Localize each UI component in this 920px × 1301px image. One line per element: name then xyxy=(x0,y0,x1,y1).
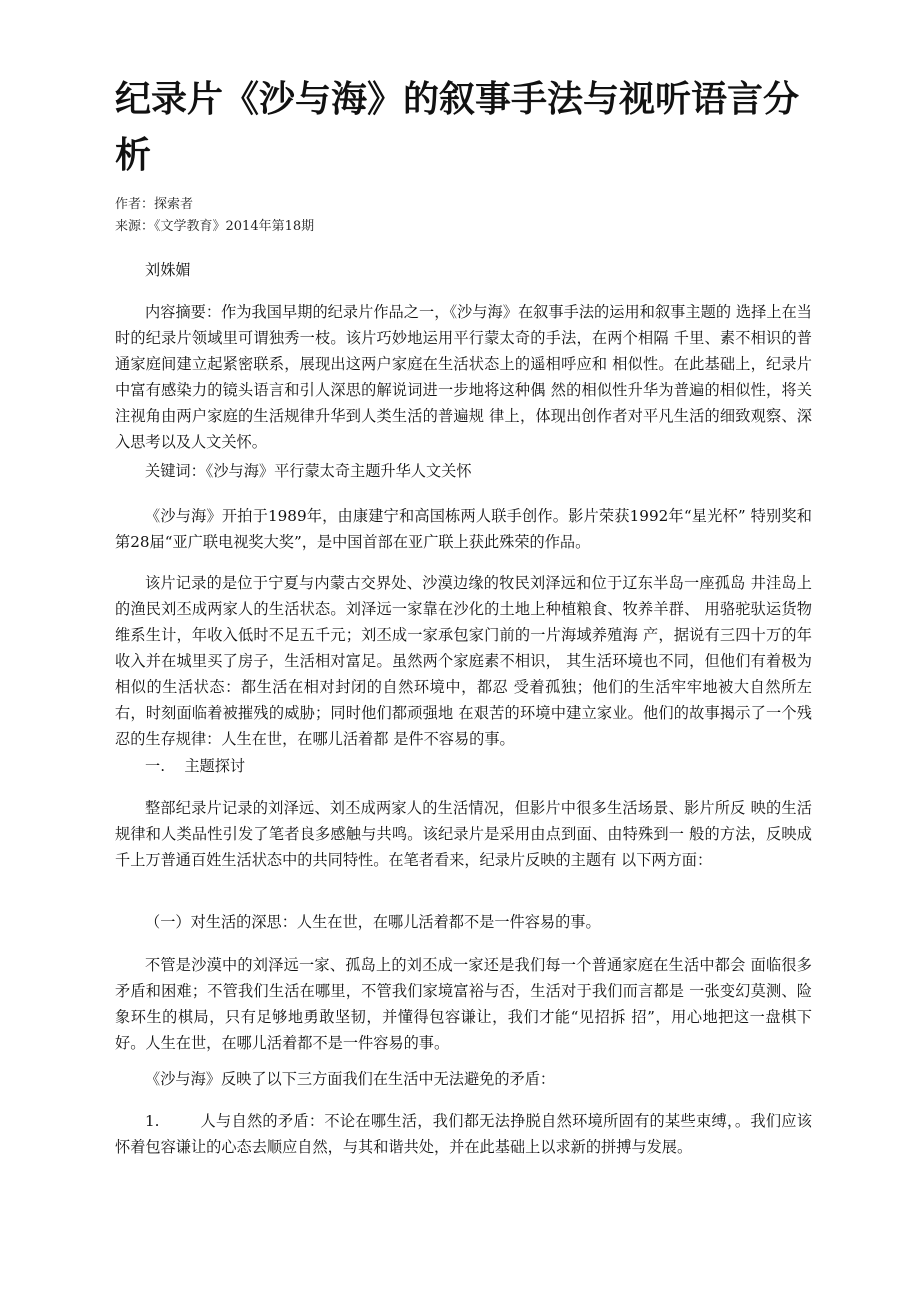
article-author: 作者：探索者 xyxy=(115,197,194,212)
article-byline: 刘姝媚 xyxy=(145,261,191,279)
subheading-life: （一）对生活的深思：人生在世，在哪儿活着都不是一件容易的事。 xyxy=(145,913,601,931)
intro-paragraph: 《沙与海》开拍于1989年，由康建宁和高国栋两人联手创作。影片荣获1992年“星光杯” 特别奖和第28届“亚广联电视奖大奖”，是中国首部在亚广联上获此殊荣的作品。 xyxy=(115,507,812,551)
list-item-nature: 1. 人与自然的矛盾：不论在哪生活，我们都无法挣脱自然环境所固有的某些束缚，。我们应该怀着包容谦让的心态去顺应自然，与其和谐共处，并在此基础上以求新的拼搏与发展。 xyxy=(115,1112,812,1156)
keywords-line: 关键词：《沙与海》平行蒙太奇主题升华人文关怀 xyxy=(145,462,472,480)
abstract-paragraph: 内容摘要：作为我国早期的纪录片作品之一，《沙与海》在叙事手法的运用和叙事主题的 选择上在当时的纪录片领域里可谓独秀一枝。该片巧妙地运用平行蒙太奇的手法，在两个相隔 千里、素不相识的普通家庭间建立起紧密联系，展现出这两户家庭在生活状态上的遥相呼应和 相似性。在此基础上，纪录片中富有感染力的镜头语言和引人深思的解说词进一步地将这种偶 然的相似性升华为普遍的相似性，将关注视角由两户家庭的生活规律升华到人类生活的普遍规 律上，体现出创作者对平凡生活的细致观察、深入思考以及人文关怀。 xyxy=(115,303,812,451)
theme-paragraph: 整部纪录片记录的刘泽远、刘丕成两家人的生活情况，但影片中很多生活场景、影片所反 映的生活规律和人类品性引发了笔者良多感触与共鸣。该纪录片是采用由点到面、由特殊到一 般的方法，反映成千上万普通百姓生活状态中的共同特性。在笔者看来，纪录片反映的主题有 以下两方面： xyxy=(115,799,812,869)
content-paragraph: 该片记录的是位于宁夏与内蒙古交界处、沙漠边缘的牧民刘泽远和位于辽东半岛一座孤岛 井洼岛上的渔民刘丕成两家人的生活状态。刘泽远一家靠在沙化的土地上种植粮食、牧养羊群、 用骆驼驮运货物维系生计，年收入低时不足五千元；刘丕成一家承包家门前的一片海域养殖海 产，据说有三四十万的年收入并在城里买了房子，生活相对富足。虽然两个家庭素不相识， 其生活环境也不同，但他们有着极为相似的生活状态：都生活在相对封闭的自然环境中，都忍 受着孤独；他们的生活牢牢地被大自然所左右，时刻面临着被摧残的威胁；同时他们都顽强地 在艰苦的环境中建立家业。他们的故事揭示了一个残忍的生存规律：人生在世，在哪儿活着都 是件不容易的事。 xyxy=(115,574,812,748)
article-title: 纪录片《沙与海》的叙事手法与视听语言分析 xyxy=(115,79,800,176)
article-source: 来源：《文学教育》2014年第18期 xyxy=(115,219,315,234)
life-paragraph: 不管是沙漠中的刘泽远一家、孤岛上的刘丕成一家还是我们每一个普通家庭在生活中都会 面临很多矛盾和困难；不管我们生活在哪里，不管我们家境富裕与否，生活对于我们而言都是 一张变幻莫测、险象环生的棋局，只有足够地勇敢坚韧，并懂得包容谦让，我们才能“见招拆 招”，用心地把这一盘棋下好。人生在世，在哪儿活着都不是一件容易的事。 xyxy=(115,956,812,1052)
contradictions-intro: 《沙与海》反映了以下三方面我们在生活中无法避免的矛盾： xyxy=(145,1070,556,1088)
section-heading-theme: 一. 主题探讨 xyxy=(145,757,246,775)
